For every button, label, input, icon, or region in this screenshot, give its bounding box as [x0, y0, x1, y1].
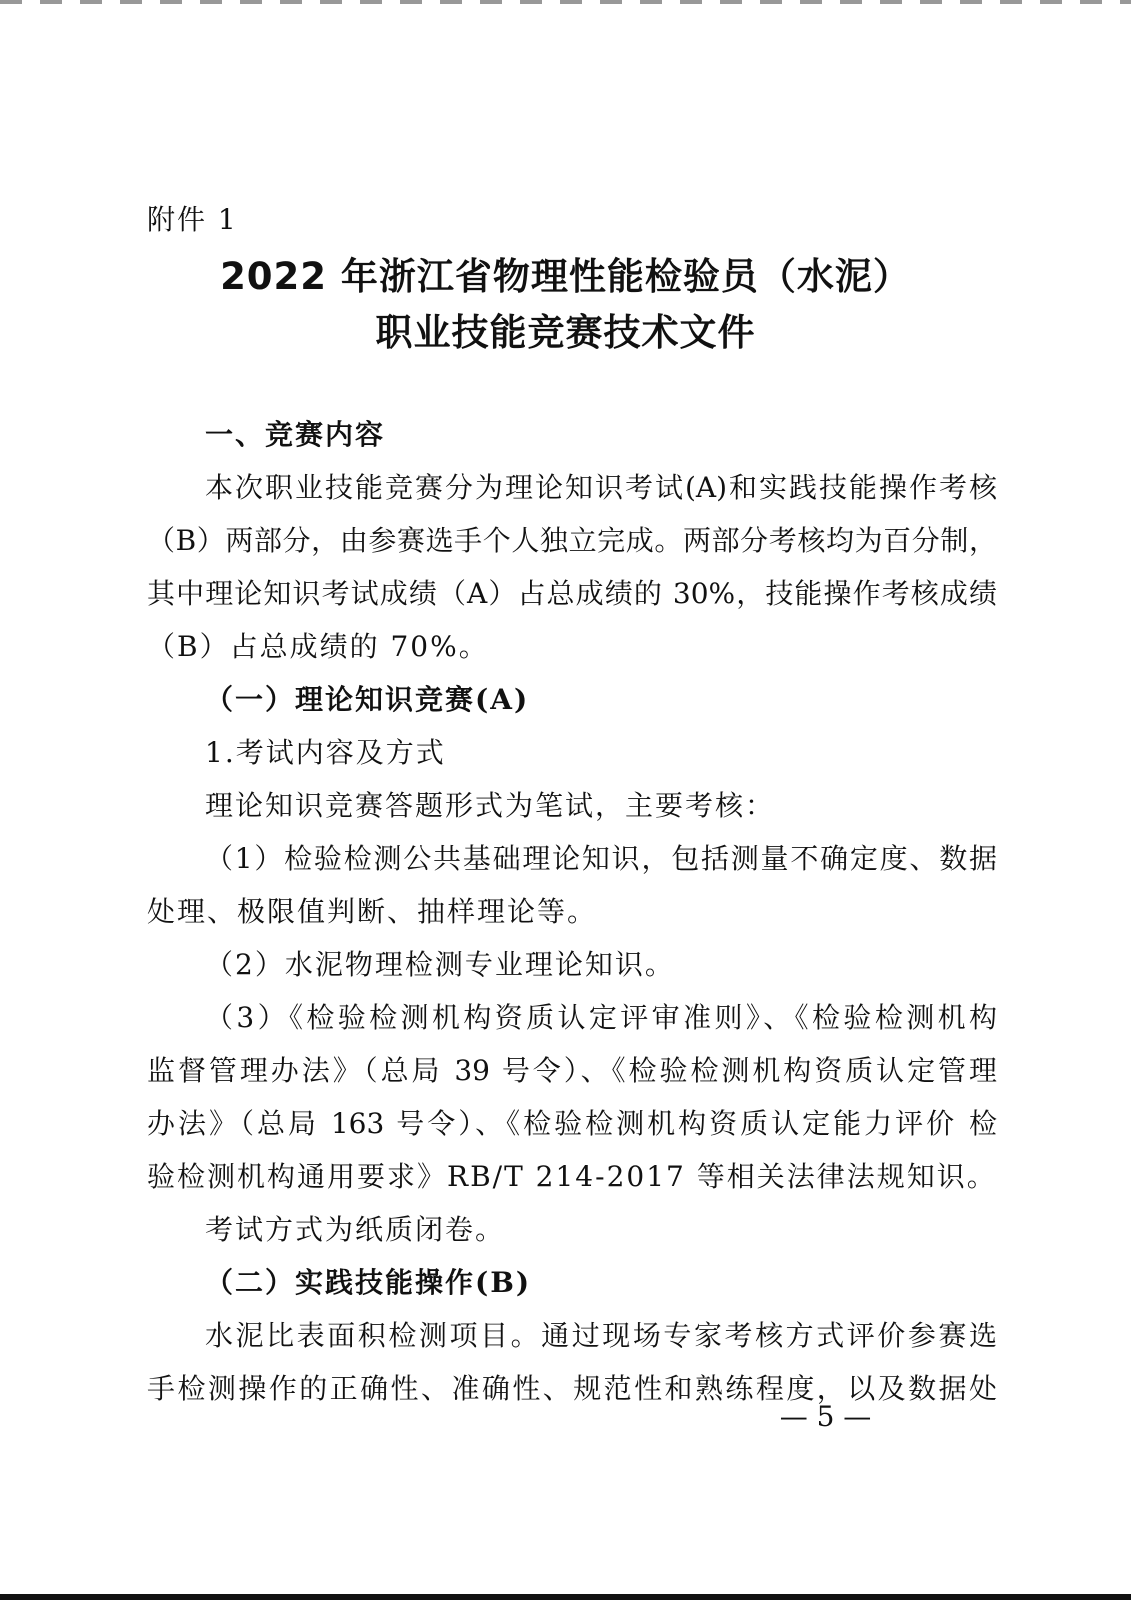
document-title-line1: 2022 年浙江省物理性能检验员（水泥）	[220, 255, 911, 298]
list-item-line: 处理、极限值判断、抽样理论等。	[147, 895, 598, 928]
paragraph-line: （B）占总成绩的 70%。	[147, 630, 489, 663]
list-item-line: 监督管理办法》（总局 39 号令）、《检验检测机构资质认定管理	[147, 1054, 997, 1087]
page-number: — 5 —	[779, 1400, 872, 1433]
list-item-line: （2）水泥物理检测专业理论知识。	[205, 948, 675, 981]
attachment-label: 附件 1	[147, 203, 238, 236]
section-heading-competition-content: 一、竞赛内容	[205, 418, 386, 451]
subsection-heading-theory: （一）理论知识竞赛(A)	[205, 683, 530, 716]
scan-top-edge	[0, 0, 1131, 4]
list-item-line: 验检测机构通用要求》RB/T 214-2017 等相关法律法规知识。	[147, 1160, 997, 1193]
paragraph-line: 理论知识竞赛答题形式为笔试，主要考核：	[205, 789, 776, 822]
paragraph-line: 本次职业技能竞赛分为理论知识考试(A)和实践技能操作考核	[205, 471, 997, 504]
list-item-line: （1）检验检测公共基础理论知识，包括测量不确定度、数据	[205, 842, 997, 875]
scan-bottom-edge	[0, 1594, 1131, 1600]
paragraph-line: 水泥比表面积检测项目。通过现场专家考核方式评价参赛选	[205, 1319, 997, 1352]
subsection-heading-practical: （二）实践技能操作(B)	[205, 1266, 532, 1299]
list-item-line: （3）《检验检测机构资质认定评审准则》、《检验检测机构	[205, 1001, 997, 1034]
document-title-line2: 职业技能竞赛技术文件	[375, 311, 756, 354]
paragraph-line: 考试方式为纸质闭卷。	[205, 1213, 506, 1246]
item-heading-exam-content: 1.考试内容及方式	[205, 736, 446, 769]
paragraph-line: 其中理论知识考试成绩（A）占总成绩的 30%，技能操作考核成绩	[147, 577, 997, 610]
paragraph-line: 手检测操作的正确性、准确性、规范性和熟练程度，以及数据处	[147, 1372, 997, 1405]
paragraph-line: （B）两部分，由参赛选手个人独立完成。两部分考核均为百分制，	[147, 524, 997, 557]
list-item-line: 办法》（总局 163 号令）、《检验检测机构资质认定能力评价 检	[147, 1107, 997, 1140]
